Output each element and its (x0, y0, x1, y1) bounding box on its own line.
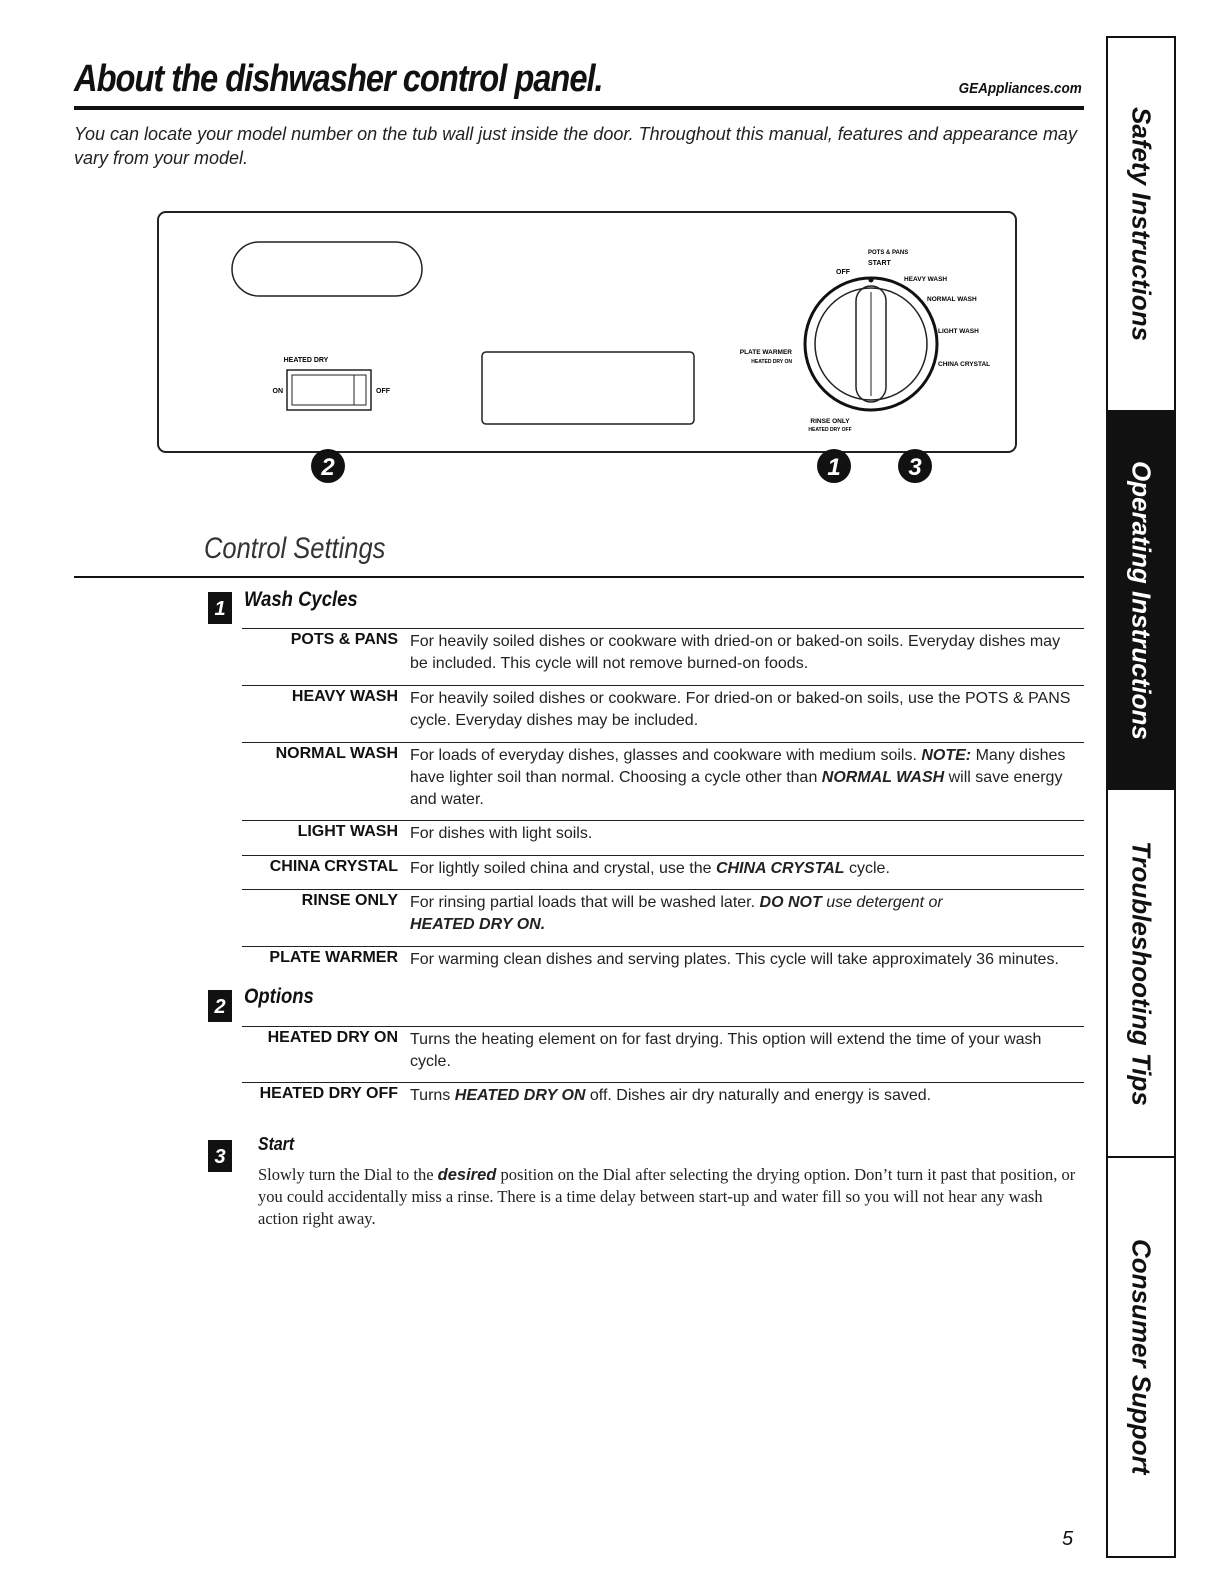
display-window (232, 242, 422, 296)
page-number: 5 (1062, 1528, 1074, 1550)
cycle-term: RINSE ONLY (301, 892, 398, 909)
dial-label-pots-pans: POTS & PANS (868, 250, 909, 256)
control-panel-illustration (150, 200, 1030, 500)
switch-on-label: ON (272, 388, 283, 395)
option-term: HEATED DRY ON (267, 1029, 398, 1046)
section-tabs (1106, 36, 1176, 1558)
cycle-row-light-wash (242, 820, 1084, 851)
section-number-2: 2 (208, 990, 232, 1022)
intro-text: You can locate your model number on the tub wall just inside the door. Throughout this manual, features and appearance may vary from your model. (74, 124, 1077, 168)
dial-label-off: OFF (836, 269, 850, 276)
section-number-3: 3 (208, 1140, 232, 1172)
tab-operating-instructions[interactable]: Operating Instructions (1108, 412, 1174, 788)
dial-label-rinse-only: RINSE ONLY (810, 418, 850, 425)
cycle-term: HEAVY WASH (291, 688, 398, 705)
svg-text:2: 2 (321, 454, 335, 481)
cycle-term: POTS & PANS (290, 631, 398, 648)
tab-consumer-support[interactable]: Consumer Support (1126, 1239, 1157, 1475)
site-url: GEAppliances.com (958, 80, 1082, 97)
cycle-row-rinse-only (242, 889, 1084, 942)
svg-text:3: 3 (908, 454, 922, 481)
cycle-desc: For warming clean dishes and serving plates. This cycle will take approximately 36 minutes. (410, 951, 1059, 968)
option-desc: Turns the heating element on for fast drying. This option will extend the time of your wash cycle. (410, 1031, 1042, 1070)
cycle-row-heavy-wash (242, 685, 1084, 738)
cycle-row-plate-warmer (242, 946, 1084, 977)
wash-cycles-heading: Wash Cycles (244, 588, 358, 611)
option-row-heated-dry-on (242, 1026, 1084, 1079)
cycle-desc: For dishes with light soils. (410, 825, 593, 842)
panel-outline (158, 212, 1016, 452)
section-rule (74, 576, 1084, 578)
dial-label-heavy-wash: HEAVY WASH (904, 276, 948, 283)
tab-troubleshooting-tips[interactable]: Troubleshooting Tips (1126, 840, 1157, 1106)
control-settings-heading: Control Settings (204, 532, 386, 565)
dial-label-plate-warmer: PLATE WARMER (739, 349, 792, 356)
cycle-desc: For loads of everyday dishes, glasses and cookware with medium soils. NOTE: Many dishes have lighter soil than normal. Choosing a cycle other than NORMAL WASH will save energy and water. (410, 747, 1066, 808)
cycle-term: CHINA CRYSTAL (269, 858, 398, 875)
dial-label-start: START (868, 260, 891, 267)
section-number-1: 1 (208, 592, 232, 624)
start-heading: Start (258, 1134, 295, 1154)
cycle-desc: For rinsing partial loads that will be washed later. DO NOT use detergent or HEATED DRY ON. (410, 894, 943, 933)
switch-off-label: OFF (376, 388, 390, 395)
option-desc: Turns HEATED DRY ON off. Dishes air dry naturally and energy is saved. (410, 1087, 932, 1104)
cycle-term: PLATE WARMER (269, 949, 398, 966)
cycle-term: LIGHT WASH (297, 823, 398, 840)
page-title: About the dishwasher control panel. (74, 58, 603, 100)
cycle-row-china-crystal (242, 855, 1084, 886)
dial-label-heated-dry-on: HEATED DRY ON (751, 359, 792, 365)
dial-label-heated-dry-off: HEATED DRY OFF (808, 427, 852, 433)
option-row-heated-dry-off (242, 1082, 1084, 1113)
center-recess (482, 352, 694, 424)
dial-label-china-crystal: CHINA CRYSTAL (938, 361, 991, 368)
tab-safety-instructions[interactable]: Safety Instructions (1126, 106, 1157, 342)
title-rule (74, 106, 1084, 110)
cycle-desc: For heavily soiled dishes or cookware with dried-on or baked-on soils. Everyday dishes may be included. This cycle will not remove burned-on foods. (410, 633, 1061, 672)
options-heading: Options (244, 985, 314, 1008)
cycle-row-normal-wash (242, 742, 1084, 817)
cycle-row-pots-pans (242, 628, 1084, 681)
heated-dry-switch[interactable] (287, 370, 371, 410)
cycle-term: NORMAL WASH (275, 745, 398, 762)
dial-indicator (869, 278, 874, 283)
cycle-desc: For heavily soiled dishes or cookware. For dried-on or baked-on soils, use the POTS & PANS cycle. Everyday dishes may be included. (410, 690, 1071, 729)
dial-label-normal-wash: NORMAL WASH (927, 296, 977, 303)
option-term: HEATED DRY OFF (259, 1085, 398, 1102)
start-description: Slowly turn the Dial to the desired position on the Dial after selecting the drying option. Don’t turn it past that position, or you could accidentally miss a rinse. There is a time delay between start-up and water fill so you will not hear any wash action right away. (258, 1165, 1076, 1228)
svg-text:1: 1 (827, 454, 841, 481)
cycle-desc: For lightly soiled china and crystal, use the CHINA CRYSTAL cycle. (410, 860, 890, 877)
dial-label-light-wash: LIGHT WASH (938, 328, 979, 335)
heated-dry-label: HEATED DRY (283, 357, 329, 364)
